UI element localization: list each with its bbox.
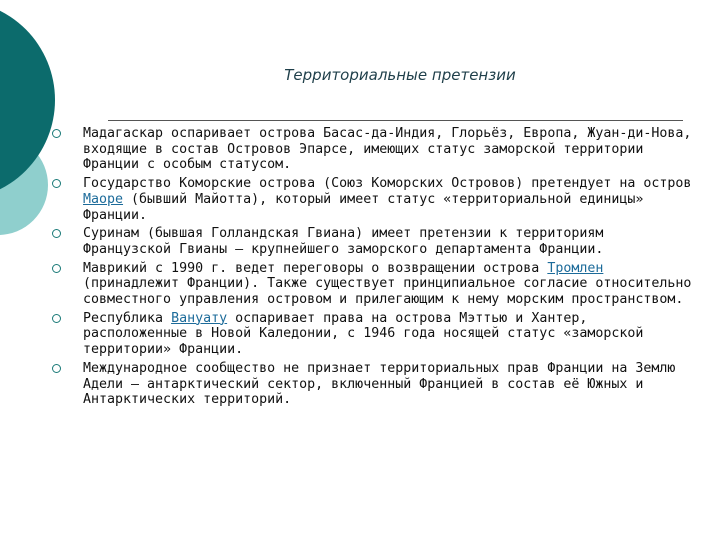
link-vanuatu[interactable]: Вануату [171, 310, 228, 326]
bullet-icon [52, 229, 61, 238]
item-text: Республика [83, 310, 172, 326]
bullet-icon [52, 179, 61, 188]
list-item [52, 261, 692, 308]
item-text: Суринам (бывшая Голландская Гвиана) имеет претензии к территориям Французской Гвианы — крупнейшего заморского департамента Франции. [83, 226, 604, 257]
link-tromelin[interactable]: Тромлен [547, 260, 604, 276]
item-text: Международное сообщество не признает территориальных прав Франции на Землю Адели — антарктический сектор, включенный Францией в состав её Южных и Антарктических территорий. [83, 360, 676, 408]
bullet-icon [52, 264, 61, 273]
claims-list [52, 126, 692, 411]
item-text: оспаривает права на острова Мэттью и Хантер, расположенные в Новой Каледонии, с 1946 года носящей статус «заморской территории» Франции. [83, 310, 644, 358]
list-item [52, 176, 692, 223]
item-text: (принадлежит Франции). Также существует принципиальное согласие относительно совместного управления островом и прилегающим к нему морским пространством. [83, 276, 692, 308]
slide-title: Территориальные претензии [284, 66, 516, 84]
list-item [52, 311, 692, 358]
list-item [52, 226, 692, 257]
item-text: (бывший Майотта), который имеет статус «территориальной единицы» Франции. [83, 191, 644, 223]
bullet-icon [52, 129, 61, 138]
item-text: Государство Коморские острова (Союз Коморских Островов) претендует на остров [83, 176, 692, 192]
bullet-icon [52, 364, 61, 373]
bullet-icon [52, 314, 61, 323]
link-maore[interactable]: Маоре [83, 191, 124, 207]
list-item [52, 361, 692, 408]
item-text: Маврикий с 1990 г. ведет переговоры о возвращении острова [83, 260, 548, 276]
item-text: Мадагаскар оспаривает острова Басас-да-Индия, Глорьёз, Европа, Жуан-ди-Нова, входящие в состав Островов Эпарсе, имеющих статус заморской территории Франции с особым статусом. [83, 126, 692, 173]
list-item [52, 126, 692, 173]
title-divider [108, 120, 683, 121]
